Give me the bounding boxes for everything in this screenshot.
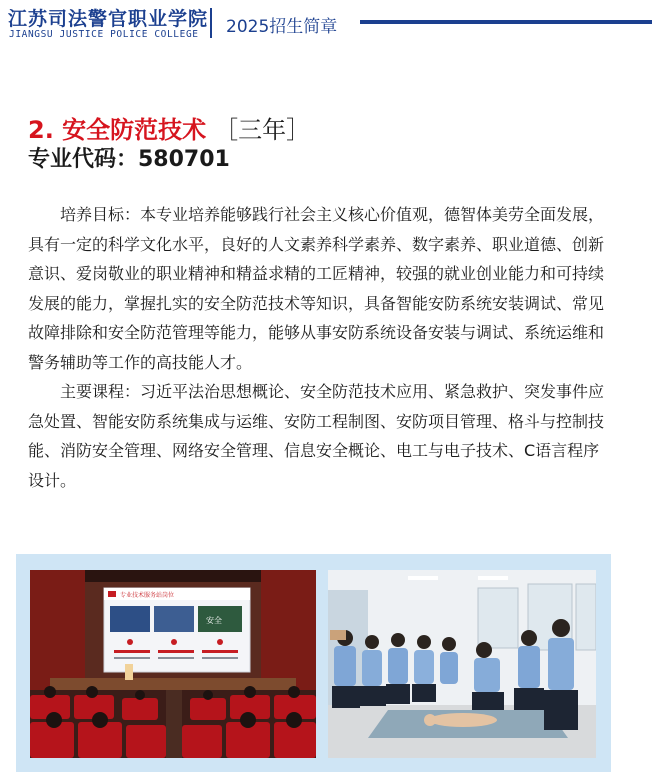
lecture-hall-photo [30,570,316,758]
major-code: 专业代码：580701 [28,147,230,172]
major-description [28,200,612,495]
page-header [0,0,652,46]
screen-badge-text: 安全 [206,616,222,625]
major-duration: ［三年］ [214,116,311,144]
school-name-cn: 江苏司法警官职业学院 [8,8,209,30]
brochure-title: 2025招生简章 [226,17,338,37]
training-goal-paragraph: 培养目标：本专业培养能够践行社会主义核心价值观，德智体美劳全面发展，具有一定的科学文化水平，良好的人文素养科学素养、数字素养、职业道德、创新意识、爱岗敬业的职业精神和精益求精的工匠精神，较强的就业创业能力和可持续发展的能力，掌握扎实的安全防范技术等知识，具备智能安防系统安装调试、常见故障排除和安全防范管理等能力，能够从事安防系统设备安装与调试、系统运维和警务辅助等工作的高技能人才。 [28,205,605,372]
first-aid-training-photo [328,570,596,758]
photo-panel [16,554,611,772]
header-rule [360,20,652,24]
school-name-en: JIANGSU JUSTICE POLICE COLLEGE [9,29,199,40]
lecture-hall-illustration [30,570,316,758]
first-aid-illustration [328,570,596,758]
main-courses-paragraph: 主要课程：习近平法治思想概论、安全防范技术应用、紧急救护、突发事件应急处置、智能安防系统集成与运维、安防工程制图、安防项目管理、格斗与控制技能、消防安全管理、网络安全管理、信息安全概论、电工与电子技术、C语言程序设计。 [28,382,605,490]
header-divider [210,8,212,38]
major-name: 2. 安全防范技术 [28,116,207,144]
screen-title: 专业技术服务站岗位 [120,592,175,599]
major-heading [28,110,310,145]
